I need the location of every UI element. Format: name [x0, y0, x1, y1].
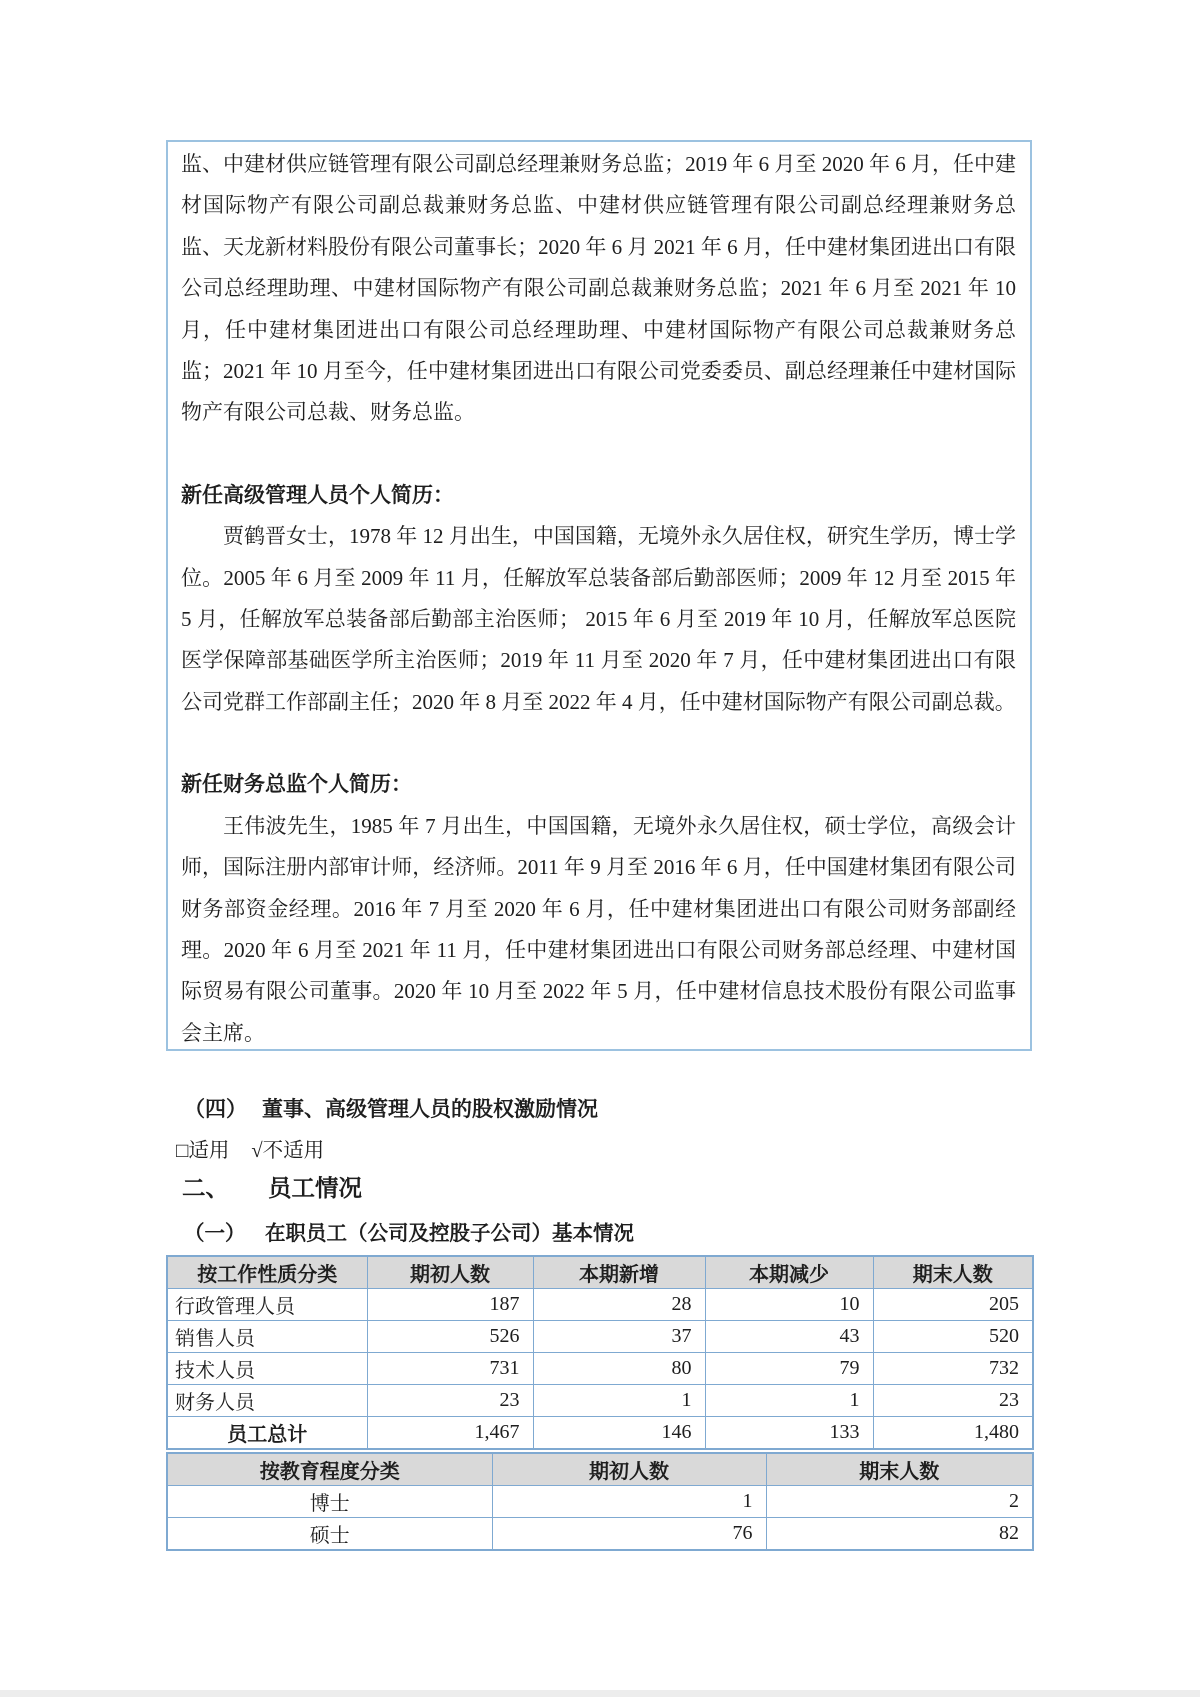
- table-header-row: [167, 1256, 1033, 1289]
- column-header-begin-count: 期初人数: [492, 1453, 766, 1486]
- cell-value: 526: [367, 1321, 533, 1353]
- cell-value: 37: [533, 1321, 705, 1353]
- employees-by-job-table: [166, 1255, 1034, 1450]
- cell-value: 1: [533, 1385, 705, 1417]
- cfo-resume-paragraph: 王伟波先生，1985 年 7 月出生，中国国籍，无境外永久居住权，硕士学位，高级会计师，国际注册内部审计师，经济师。2011 年 9 月至 2016 年 6 月，任中国建材集团有限公司财务部资金经理。2016 年 7 月至 2020 年 6 月，任中建材集团进出口有限公司财务部副经理。2020 年 6 月至 2021 年 11 月，任中建材集团进出口有限公司财务部总经理、中建材国际贸易有限公司董事。2020 年 10 月至 2022 年 5 月，任中建材信息技术股份有限公司监事会主席。: [181, 813, 1016, 1045]
- table-row: [167, 1385, 1033, 1417]
- table-row: [167, 1518, 1033, 1551]
- cell-value: 79: [705, 1353, 873, 1385]
- section-2-heading: [182, 1169, 362, 1203]
- section-2-1-heading: [184, 1216, 634, 1246]
- section-2-number: 二、: [182, 1176, 229, 1202]
- cell-value: 23: [873, 1385, 1033, 1417]
- row-label: 博士: [167, 1486, 492, 1518]
- row-label: 技术人员: [167, 1353, 367, 1385]
- senior-manager-resume-paragraph: 贾鹤晋女士，1978 年 12 月出生，中国国籍，无境外永久居住权，研究生学历，博士学位。2005 年 6 月至 2009 年 11 月，任解放军总装备部后勤部医师；2009 年 12 月至 2015 年 5 月，任解放军总装备部后勤部主治医师； 2015 年 6 月至 2019 年 10 月，任解放军总医院医学保障部基础医学所主治医师；2019 年 11 月至 2020 年 7 月，任中建材集团进出口有限公司党群工作部副主任；2020 年 8 月至 2022 年 4 月，任中建材国际物产有限公司副总裁。: [181, 524, 1016, 714]
- cell-value: 187: [367, 1289, 533, 1321]
- row-label: 财务人员: [167, 1385, 367, 1417]
- cell-value: 1,480: [873, 1417, 1033, 1450]
- cell-value: 1,467: [367, 1417, 533, 1450]
- cell-value: 10: [705, 1289, 873, 1321]
- cell-value: 146: [533, 1417, 705, 1450]
- column-header-end-count: 期末人数: [766, 1453, 1033, 1486]
- applicability-line: [176, 1133, 324, 1163]
- column-header-begin-count: 期初人数: [367, 1256, 533, 1289]
- cell-value: 205: [873, 1289, 1033, 1321]
- total-row-label: 员工总计: [167, 1417, 367, 1450]
- section-4-heading: [184, 1093, 598, 1123]
- section-4-number: （四）: [184, 1097, 247, 1121]
- column-header-education: 按教育程度分类: [167, 1453, 492, 1486]
- cell-value: 23: [367, 1385, 533, 1417]
- table-row: [167, 1353, 1033, 1385]
- table-row: [167, 1486, 1033, 1518]
- column-header-added: 本期新增: [533, 1256, 705, 1289]
- senior-manager-resume-heading: 新任高级管理人员个人简历：: [181, 482, 454, 507]
- resume-text-box: [166, 140, 1032, 1051]
- section-2-title: 员工情况: [268, 1176, 362, 1202]
- employees-by-education-table: [166, 1452, 1034, 1551]
- not-applicable-checkbox-label: √不适用: [251, 1140, 325, 1162]
- page-bottom-edge: [0, 1690, 1200, 1697]
- cell-value: 520: [873, 1321, 1033, 1353]
- cell-value: 731: [367, 1353, 533, 1385]
- cell-value: 80: [533, 1353, 705, 1385]
- section-4-title: 董事、高级管理人员的股权激励情况: [262, 1097, 598, 1121]
- table-row: [167, 1289, 1033, 1321]
- table-header-row: [167, 1453, 1033, 1486]
- row-label: 行政管理人员: [167, 1289, 367, 1321]
- row-label: 硕士: [167, 1518, 492, 1551]
- continuation-paragraph: 监、中建材供应链管理有限公司副总经理兼财务总监；2019 年 6 月至 2020 年 6 月，任中建材国际物产有限公司副总裁兼财务总监、中建材供应链管理有限公司副总经理兼财务总监、天龙新材料股份有限公司董事长；2020 年 6 月 2021 年 6 月，任中建材集团进出口有限公司总经理助理、中建材国际物产有限公司副总裁兼财务总监；2021 年 6 月至 2021 年 10 月，任中建材集团进出口有限公司总经理助理、中建材国际物产有限公司总裁兼财务总监；2021 年 10 月至今，任中建材集团进出口有限公司党委委员、副总经理兼任中建材国际物产有限公司总裁、财务总监。: [181, 152, 1016, 425]
- cell-value: 1: [705, 1385, 873, 1417]
- row-label: 销售人员: [167, 1321, 367, 1353]
- table-row: [167, 1321, 1033, 1353]
- cell-value: 28: [533, 1289, 705, 1321]
- cell-value: 732: [873, 1353, 1033, 1385]
- column-header-reduced: 本期减少: [705, 1256, 873, 1289]
- table-total-row: [167, 1417, 1033, 1450]
- column-header-category: 按工作性质分类: [167, 1256, 367, 1289]
- applicable-checkbox-label: □适用: [176, 1140, 230, 1162]
- section-2-1-title: 在职员工（公司及控股子公司）基本情况: [265, 1223, 634, 1245]
- cfo-resume-heading: 新任财务总监个人简历：: [181, 772, 412, 797]
- cell-value: 2: [766, 1486, 1033, 1518]
- cell-value: 1: [492, 1486, 766, 1518]
- cell-value: 76: [492, 1518, 766, 1551]
- column-header-end-count: 期末人数: [873, 1256, 1033, 1289]
- cell-value: 82: [766, 1518, 1033, 1551]
- section-2-1-number: （一）: [184, 1223, 246, 1245]
- cell-value: 133: [705, 1417, 873, 1450]
- cell-value: 43: [705, 1321, 873, 1353]
